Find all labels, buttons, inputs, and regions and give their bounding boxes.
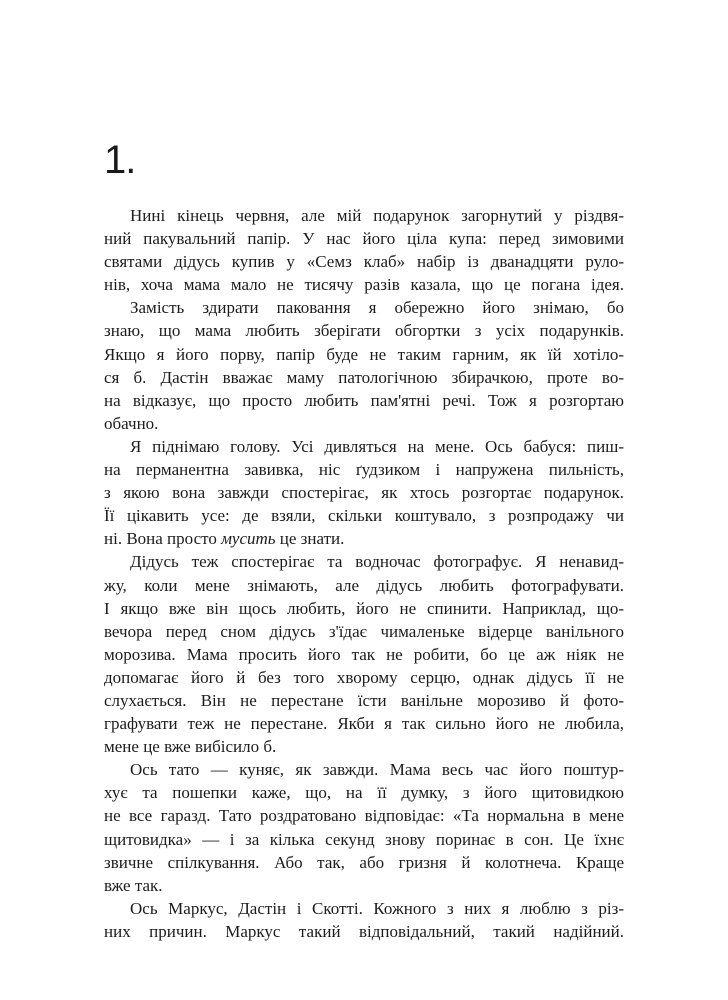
text-line: І якщо вже він щось любить, його не спинити. Наприклад, що-	[104, 598, 624, 618]
text-line: слухається. Він не перестане їсти ванільне морозиво й фото-	[104, 690, 624, 710]
text-line: допомагає його й без того хворому серцю, однак дідусь її не	[104, 667, 624, 687]
chapter-number: 1.	[104, 138, 136, 182]
emphasis-text: мусить	[221, 529, 276, 549]
paragraph	[104, 550, 624, 758]
paragraph	[104, 296, 624, 435]
text-line: Її цікавить усе: де взяли, скільки коштувало, з розпродажу чи	[104, 506, 624, 526]
text-line: Ось тато — куняє, як завжди. Мама весь час його поштур-	[130, 760, 624, 780]
text-line: Якщо я його порву, папір буде не таким гарним, як їй хотіло-	[104, 344, 624, 364]
paragraph	[104, 435, 624, 550]
text-line: на відказує, що просто любить пам'ятні речі. Тож я розгортаю	[104, 390, 624, 410]
text-line: хує та пошепки каже, що, на її думку, з його щитовидкою	[104, 783, 624, 803]
text-line: звичне спілкування. Або так, або гризня й колотнеча. Краще	[104, 852, 624, 872]
text-line: святами дідусь купив у «Семз клаб» набір із дванадцяти руло-	[104, 252, 624, 272]
text-run: це знати.	[279, 529, 345, 549]
text-line: ний пакувальний папір. У нас його ціла купа: перед зимовими	[104, 229, 624, 249]
text-line: Ось Маркус, Дастін і Скотті. Кожного з них я люблю з різ-	[130, 898, 624, 918]
text-line: Замість здирати паковання я обережно його знімаю, бо	[130, 298, 624, 318]
text-line: Нині кінець червня, але мій подарунок загорнутий у різдвя-	[130, 206, 624, 225]
text-line: мене це вже вибісило б.	[104, 737, 277, 757]
text-run: ні. Вона просто	[104, 529, 217, 549]
paragraph	[104, 758, 624, 897]
text-line: Дідусь теж спостерігає та водночас фотографує. Я ненавид-	[130, 552, 624, 572]
text-line: нів, хоча мама мало не тисячу разів казала, що це погана ідея.	[104, 275, 624, 295]
text-line: морозива. Мама просить його так не робити, бо це аж ніяк не	[104, 644, 624, 664]
text-line: них причин. Маркус такий відповідальний, такий надійний.	[104, 921, 624, 941]
text-line: вже так.	[104, 875, 163, 895]
text-line: з якою вона завжди спостерігає, як хтось розгортає подарунок.	[104, 483, 624, 503]
text-line: щитовидка» — і за кілька секунд знову поринає в сон. Це їхнє	[104, 829, 624, 849]
chapter-text	[104, 204, 624, 943]
text-line: обачно.	[104, 413, 159, 433]
text-line: Я піднімаю голову. Усі дивляться на мене. Ось бабуся: пиш-	[130, 436, 624, 456]
text-line	[104, 527, 624, 550]
text-line: не все гаразд. Тато роздратовано відповідає: «Та нормальна в мене	[104, 806, 624, 826]
text-line: жу, коли мене знімають, але дідусь любить фотографувати.	[104, 575, 624, 595]
text-line: знаю, що мама любить зберігати обгортки з усіх подарунків.	[104, 321, 624, 341]
paragraph	[104, 204, 624, 296]
text-line: на перманентна завивка, ніс ґудзиком і напружена пильність,	[104, 460, 624, 480]
paragraph	[104, 897, 624, 943]
text-line: вечора перед сном дідусь з'їдає чималеньке відерце ванільного	[104, 621, 624, 641]
text-line: графувати теж не перестане. Якби я так сильно його не любила,	[104, 714, 624, 734]
text-line: ся б. Дастін вважає маму патологічною збирачкою, проте во-	[104, 367, 624, 387]
